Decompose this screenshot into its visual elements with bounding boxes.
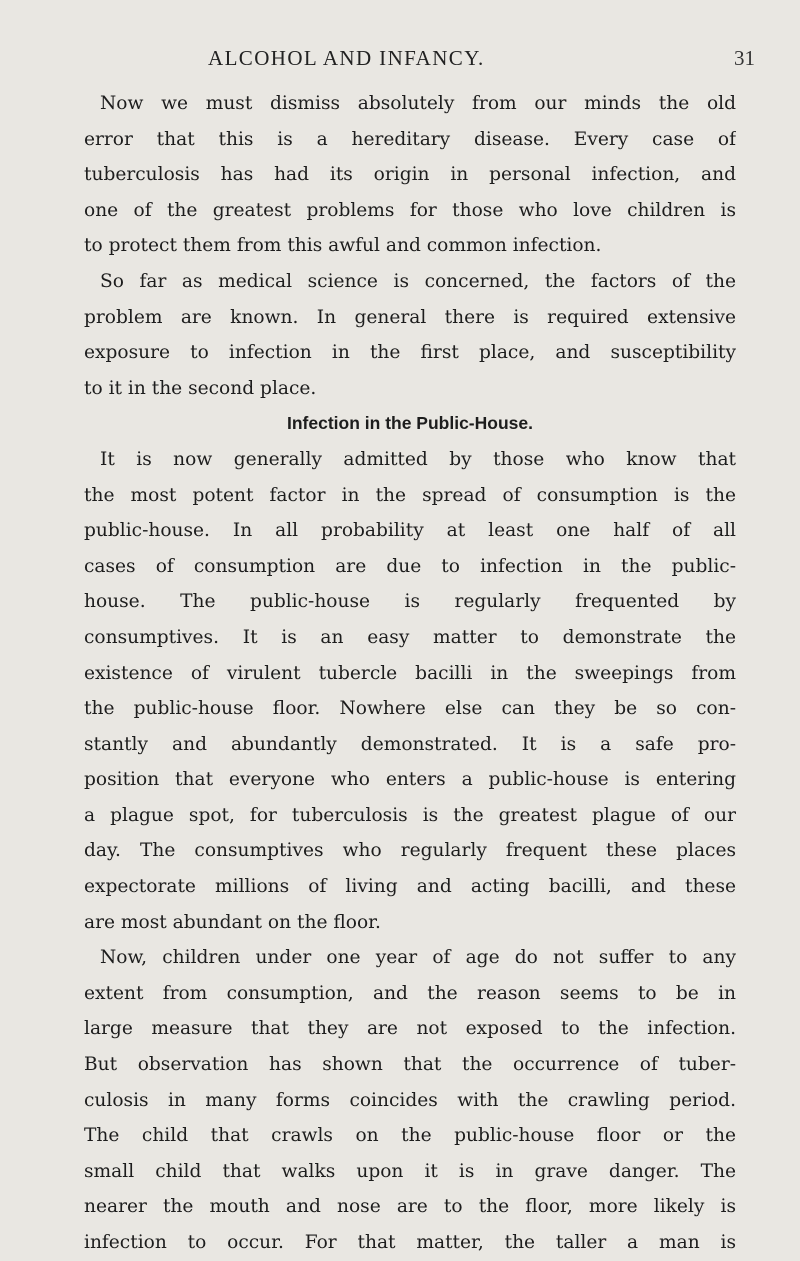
paragraph-line: a plague spot, for tuberculosis is the greatest plague of our xyxy=(84,804,736,826)
paragraph-line: The child that crawls on the public-house floor or the xyxy=(84,1125,736,1147)
paragraph-line: expectorate millions of living and acting bacilli, and these xyxy=(84,876,736,898)
paragraph-line: infection to occur. For that matter, the taller a man is xyxy=(84,1232,736,1253)
paragraph-line: Now we must dismiss absolutely from our minds the old xyxy=(100,93,736,114)
paragraph-line: large measure that they are not exposed to the infection. xyxy=(84,1018,736,1040)
paragraph-line: problem are known. In general there is required extensive xyxy=(84,306,736,328)
paragraph-line: So far as medical science is concerned, the factors of the xyxy=(100,270,736,292)
body-text xyxy=(84,86,736,1261)
paragraph-line: to protect them from this awful and common infection. xyxy=(84,235,602,257)
paragraph-line: to it in the second place. xyxy=(84,377,317,399)
paragraph-line: exposure to infection in the first place, and susceptibility xyxy=(84,342,736,364)
paragraph-line: Now, children under one year of age do not suffer to any xyxy=(100,947,736,969)
paragraph-line: the most potent factor in the spread of consumption is the xyxy=(84,484,736,506)
paragraph-line: position that everyone who enters a public-house is entering xyxy=(84,769,736,791)
paragraph-line: one of the greatest problems for those who love children is xyxy=(84,199,736,221)
paragraph-line: small child that walks upon it is in grave danger. The xyxy=(84,1160,736,1182)
page-number: 31 xyxy=(734,46,755,70)
section-heading: Infection in the Public-House. xyxy=(287,413,533,434)
running-title: ALCOHOL AND INFANCY. xyxy=(208,46,485,70)
paragraph-line: day. The consumptives who regularly frequent these places xyxy=(84,840,736,862)
paragraph-line: public-house. In all probability at least one half of all xyxy=(84,520,736,542)
paragraph-line: nearer the mouth and nose are to the floor, more likely is xyxy=(84,1196,736,1218)
paragraph-line: are most abundant on the floor. xyxy=(84,911,381,933)
paragraph-line: error that this is a hereditary disease. Every case of xyxy=(84,128,736,150)
paragraph-line: cases of consumption are due to infection in the public- xyxy=(84,555,736,577)
running-head xyxy=(0,46,800,76)
paragraph-line: house. The public-house is regularly frequented by xyxy=(84,591,736,613)
paragraph-line: extent from consumption, and the reason seems to be in xyxy=(84,982,736,1004)
paragraph-line: tuberculosis has had its origin in personal infection, and xyxy=(84,164,736,186)
paragraph-line: the public-house floor. Nowhere else can they be so con- xyxy=(84,698,736,720)
paragraph-line: existence of virulent tubercle bacilli in the sweepings from xyxy=(84,662,736,684)
paragraph-line: It is now generally admitted by those who know that xyxy=(100,448,736,470)
paragraph-line: culosis in many forms coincides with the crawling period. xyxy=(84,1089,736,1111)
paragraph-line: stantly and abundantly demonstrated. It is a safe pro- xyxy=(84,733,736,755)
paragraph-line: consumptives. It is an easy matter to demonstrate the xyxy=(84,626,736,648)
paragraph-line: But observation has shown that the occurrence of tuber- xyxy=(84,1054,736,1076)
